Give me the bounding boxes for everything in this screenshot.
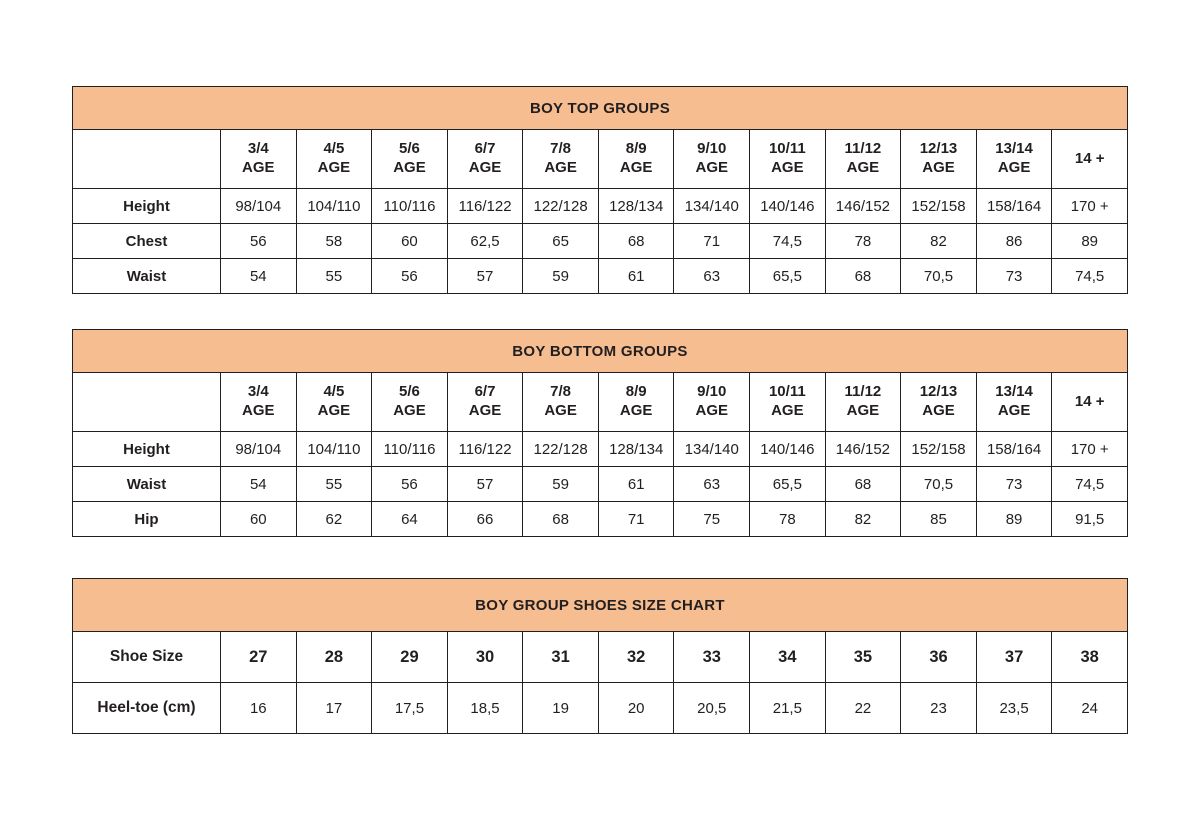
cell: 74,5 bbox=[1052, 259, 1128, 294]
header-age-3-4: 3/4 AGE bbox=[221, 373, 297, 432]
header-age-3-4: 3/4 AGE bbox=[221, 130, 297, 189]
cell: 63 bbox=[674, 467, 750, 502]
table-row bbox=[73, 683, 1128, 734]
cell: 158/164 bbox=[976, 432, 1052, 467]
cell: 21,5 bbox=[750, 683, 826, 734]
boy-bottom-groups-block bbox=[72, 329, 1128, 537]
header-age-12-13: 12/13 AGE bbox=[901, 130, 977, 189]
cell: 91,5 bbox=[1052, 502, 1128, 537]
boy-shoes-size-chart-block bbox=[72, 578, 1128, 734]
table-row bbox=[73, 224, 1128, 259]
cell: 104/110 bbox=[296, 189, 372, 224]
cell: 61 bbox=[598, 259, 674, 294]
table-row bbox=[73, 189, 1128, 224]
cell: 122/128 bbox=[523, 189, 599, 224]
cell: 170 + bbox=[1052, 189, 1128, 224]
cell: 28 bbox=[296, 632, 372, 683]
cell: 18,5 bbox=[447, 683, 523, 734]
cell: 56 bbox=[372, 259, 448, 294]
cell: 128/134 bbox=[598, 189, 674, 224]
cell: 110/116 bbox=[372, 432, 448, 467]
cell: 57 bbox=[447, 467, 523, 502]
cell: 104/110 bbox=[296, 432, 372, 467]
cell: 85 bbox=[901, 502, 977, 537]
header-age-5-6: 5/6 AGE bbox=[372, 130, 448, 189]
cell: 30 bbox=[447, 632, 523, 683]
cell: 68 bbox=[825, 259, 901, 294]
cell: 61 bbox=[598, 467, 674, 502]
cell: 27 bbox=[221, 632, 297, 683]
cell: 35 bbox=[825, 632, 901, 683]
header-age-10-11: 10/11 AGE bbox=[750, 130, 826, 189]
cell: 22 bbox=[825, 683, 901, 734]
header-age-10-11: 10/11 AGE bbox=[750, 373, 826, 432]
cell: 75 bbox=[674, 502, 750, 537]
cell: 68 bbox=[523, 502, 599, 537]
cell: 98/104 bbox=[221, 432, 297, 467]
cell: 134/140 bbox=[674, 189, 750, 224]
cell: 63 bbox=[674, 259, 750, 294]
cell: 54 bbox=[221, 259, 297, 294]
header-age-6-7: 6/7 AGE bbox=[447, 130, 523, 189]
cell: 17 bbox=[296, 683, 372, 734]
cell: 16 bbox=[221, 683, 297, 734]
table-row bbox=[73, 632, 1128, 683]
cell: 134/140 bbox=[674, 432, 750, 467]
header-age-6-7: 6/7 AGE bbox=[447, 373, 523, 432]
cell: 29 bbox=[372, 632, 448, 683]
table-header-row bbox=[73, 373, 1128, 432]
header-age-9-10: 9/10 AGE bbox=[674, 373, 750, 432]
cell: 68 bbox=[598, 224, 674, 259]
cell: 66 bbox=[447, 502, 523, 537]
cell: 64 bbox=[372, 502, 448, 537]
cell: 128/134 bbox=[598, 432, 674, 467]
cell: 20,5 bbox=[674, 683, 750, 734]
cell: 86 bbox=[976, 224, 1052, 259]
cell: 74,5 bbox=[750, 224, 826, 259]
cell: 59 bbox=[523, 259, 599, 294]
cell: 71 bbox=[598, 502, 674, 537]
header-age-14-plus: 14 + bbox=[1052, 130, 1128, 189]
boy-shoes-size-chart-table bbox=[72, 578, 1128, 734]
cell: 122/128 bbox=[523, 432, 599, 467]
cell: 65,5 bbox=[750, 467, 826, 502]
header-corner-blank bbox=[73, 373, 221, 432]
cell: 19 bbox=[523, 683, 599, 734]
header-age-8-9: 8/9 AGE bbox=[598, 130, 674, 189]
cell: 146/152 bbox=[825, 432, 901, 467]
header-age-14-plus: 14 + bbox=[1052, 373, 1128, 432]
cell: 68 bbox=[825, 467, 901, 502]
cell: 65 bbox=[523, 224, 599, 259]
header-corner-blank bbox=[73, 130, 221, 189]
boy-top-groups-table bbox=[72, 86, 1128, 294]
cell: 140/146 bbox=[750, 432, 826, 467]
cell: 82 bbox=[825, 502, 901, 537]
boy-bottom-groups-table bbox=[72, 329, 1128, 537]
table-title-row bbox=[73, 579, 1128, 632]
header-age-11-12: 11/12 AGE bbox=[825, 373, 901, 432]
row-label-waist: Waist bbox=[73, 467, 221, 502]
row-label-shoe-size: Shoe Size bbox=[73, 632, 221, 683]
row-label-chest: Chest bbox=[73, 224, 221, 259]
cell: 70,5 bbox=[901, 467, 977, 502]
cell: 82 bbox=[901, 224, 977, 259]
cell: 74,5 bbox=[1052, 467, 1128, 502]
cell: 60 bbox=[372, 224, 448, 259]
header-age-4-5: 4/5 AGE bbox=[296, 373, 372, 432]
cell: 36 bbox=[901, 632, 977, 683]
cell: 73 bbox=[976, 259, 1052, 294]
table-title-row bbox=[73, 87, 1128, 130]
chart-title: BOY BOTTOM GROUPS bbox=[73, 330, 1128, 373]
cell: 62,5 bbox=[447, 224, 523, 259]
boy-top-groups-block bbox=[72, 86, 1128, 294]
chart-title: BOY TOP GROUPS bbox=[73, 87, 1128, 130]
cell: 152/158 bbox=[901, 432, 977, 467]
header-age-11-12: 11/12 AGE bbox=[825, 130, 901, 189]
cell: 31 bbox=[523, 632, 599, 683]
cell: 71 bbox=[674, 224, 750, 259]
cell: 98/104 bbox=[221, 189, 297, 224]
cell: 56 bbox=[221, 224, 297, 259]
row-label-hip: Hip bbox=[73, 502, 221, 537]
header-age-7-8: 7/8 AGE bbox=[523, 373, 599, 432]
table-row bbox=[73, 502, 1128, 537]
cell: 73 bbox=[976, 467, 1052, 502]
table-row bbox=[73, 432, 1128, 467]
header-age-7-8: 7/8 AGE bbox=[523, 130, 599, 189]
cell: 65,5 bbox=[750, 259, 826, 294]
cell: 56 bbox=[372, 467, 448, 502]
header-age-5-6: 5/6 AGE bbox=[372, 373, 448, 432]
cell: 34 bbox=[750, 632, 826, 683]
cell: 89 bbox=[1052, 224, 1128, 259]
row-label-heel-toe: Heel-toe (cm) bbox=[73, 683, 221, 734]
cell: 20 bbox=[598, 683, 674, 734]
cell: 70,5 bbox=[901, 259, 977, 294]
row-label-height: Height bbox=[73, 432, 221, 467]
row-label-height: Height bbox=[73, 189, 221, 224]
header-age-8-9: 8/9 AGE bbox=[598, 373, 674, 432]
header-age-13-14: 13/14 AGE bbox=[976, 373, 1052, 432]
cell: 17,5 bbox=[372, 683, 448, 734]
cell: 146/152 bbox=[825, 189, 901, 224]
cell: 116/122 bbox=[447, 189, 523, 224]
cell: 58 bbox=[296, 224, 372, 259]
cell: 55 bbox=[296, 467, 372, 502]
cell: 62 bbox=[296, 502, 372, 537]
cell: 89 bbox=[976, 502, 1052, 537]
table-header-row bbox=[73, 130, 1128, 189]
cell: 55 bbox=[296, 259, 372, 294]
cell: 78 bbox=[825, 224, 901, 259]
cell: 38 bbox=[1052, 632, 1128, 683]
cell: 78 bbox=[750, 502, 826, 537]
cell: 57 bbox=[447, 259, 523, 294]
header-age-12-13: 12/13 AGE bbox=[901, 373, 977, 432]
table-row bbox=[73, 259, 1128, 294]
cell: 32 bbox=[598, 632, 674, 683]
table-row bbox=[73, 467, 1128, 502]
cell: 152/158 bbox=[901, 189, 977, 224]
cell: 110/116 bbox=[372, 189, 448, 224]
header-age-9-10: 9/10 AGE bbox=[674, 130, 750, 189]
cell: 23,5 bbox=[976, 683, 1052, 734]
table-title-row bbox=[73, 330, 1128, 373]
cell: 140/146 bbox=[750, 189, 826, 224]
cell: 59 bbox=[523, 467, 599, 502]
cell: 54 bbox=[221, 467, 297, 502]
header-age-4-5: 4/5 AGE bbox=[296, 130, 372, 189]
row-label-waist: Waist bbox=[73, 259, 221, 294]
header-age-13-14: 13/14 AGE bbox=[976, 130, 1052, 189]
cell: 23 bbox=[901, 683, 977, 734]
cell: 33 bbox=[674, 632, 750, 683]
cell: 158/164 bbox=[976, 189, 1052, 224]
chart-title: BOY GROUP SHOES SIZE CHART bbox=[73, 579, 1128, 632]
cell: 37 bbox=[976, 632, 1052, 683]
cell: 60 bbox=[221, 502, 297, 537]
cell: 116/122 bbox=[447, 432, 523, 467]
cell: 24 bbox=[1052, 683, 1128, 734]
cell: 170 + bbox=[1052, 432, 1128, 467]
